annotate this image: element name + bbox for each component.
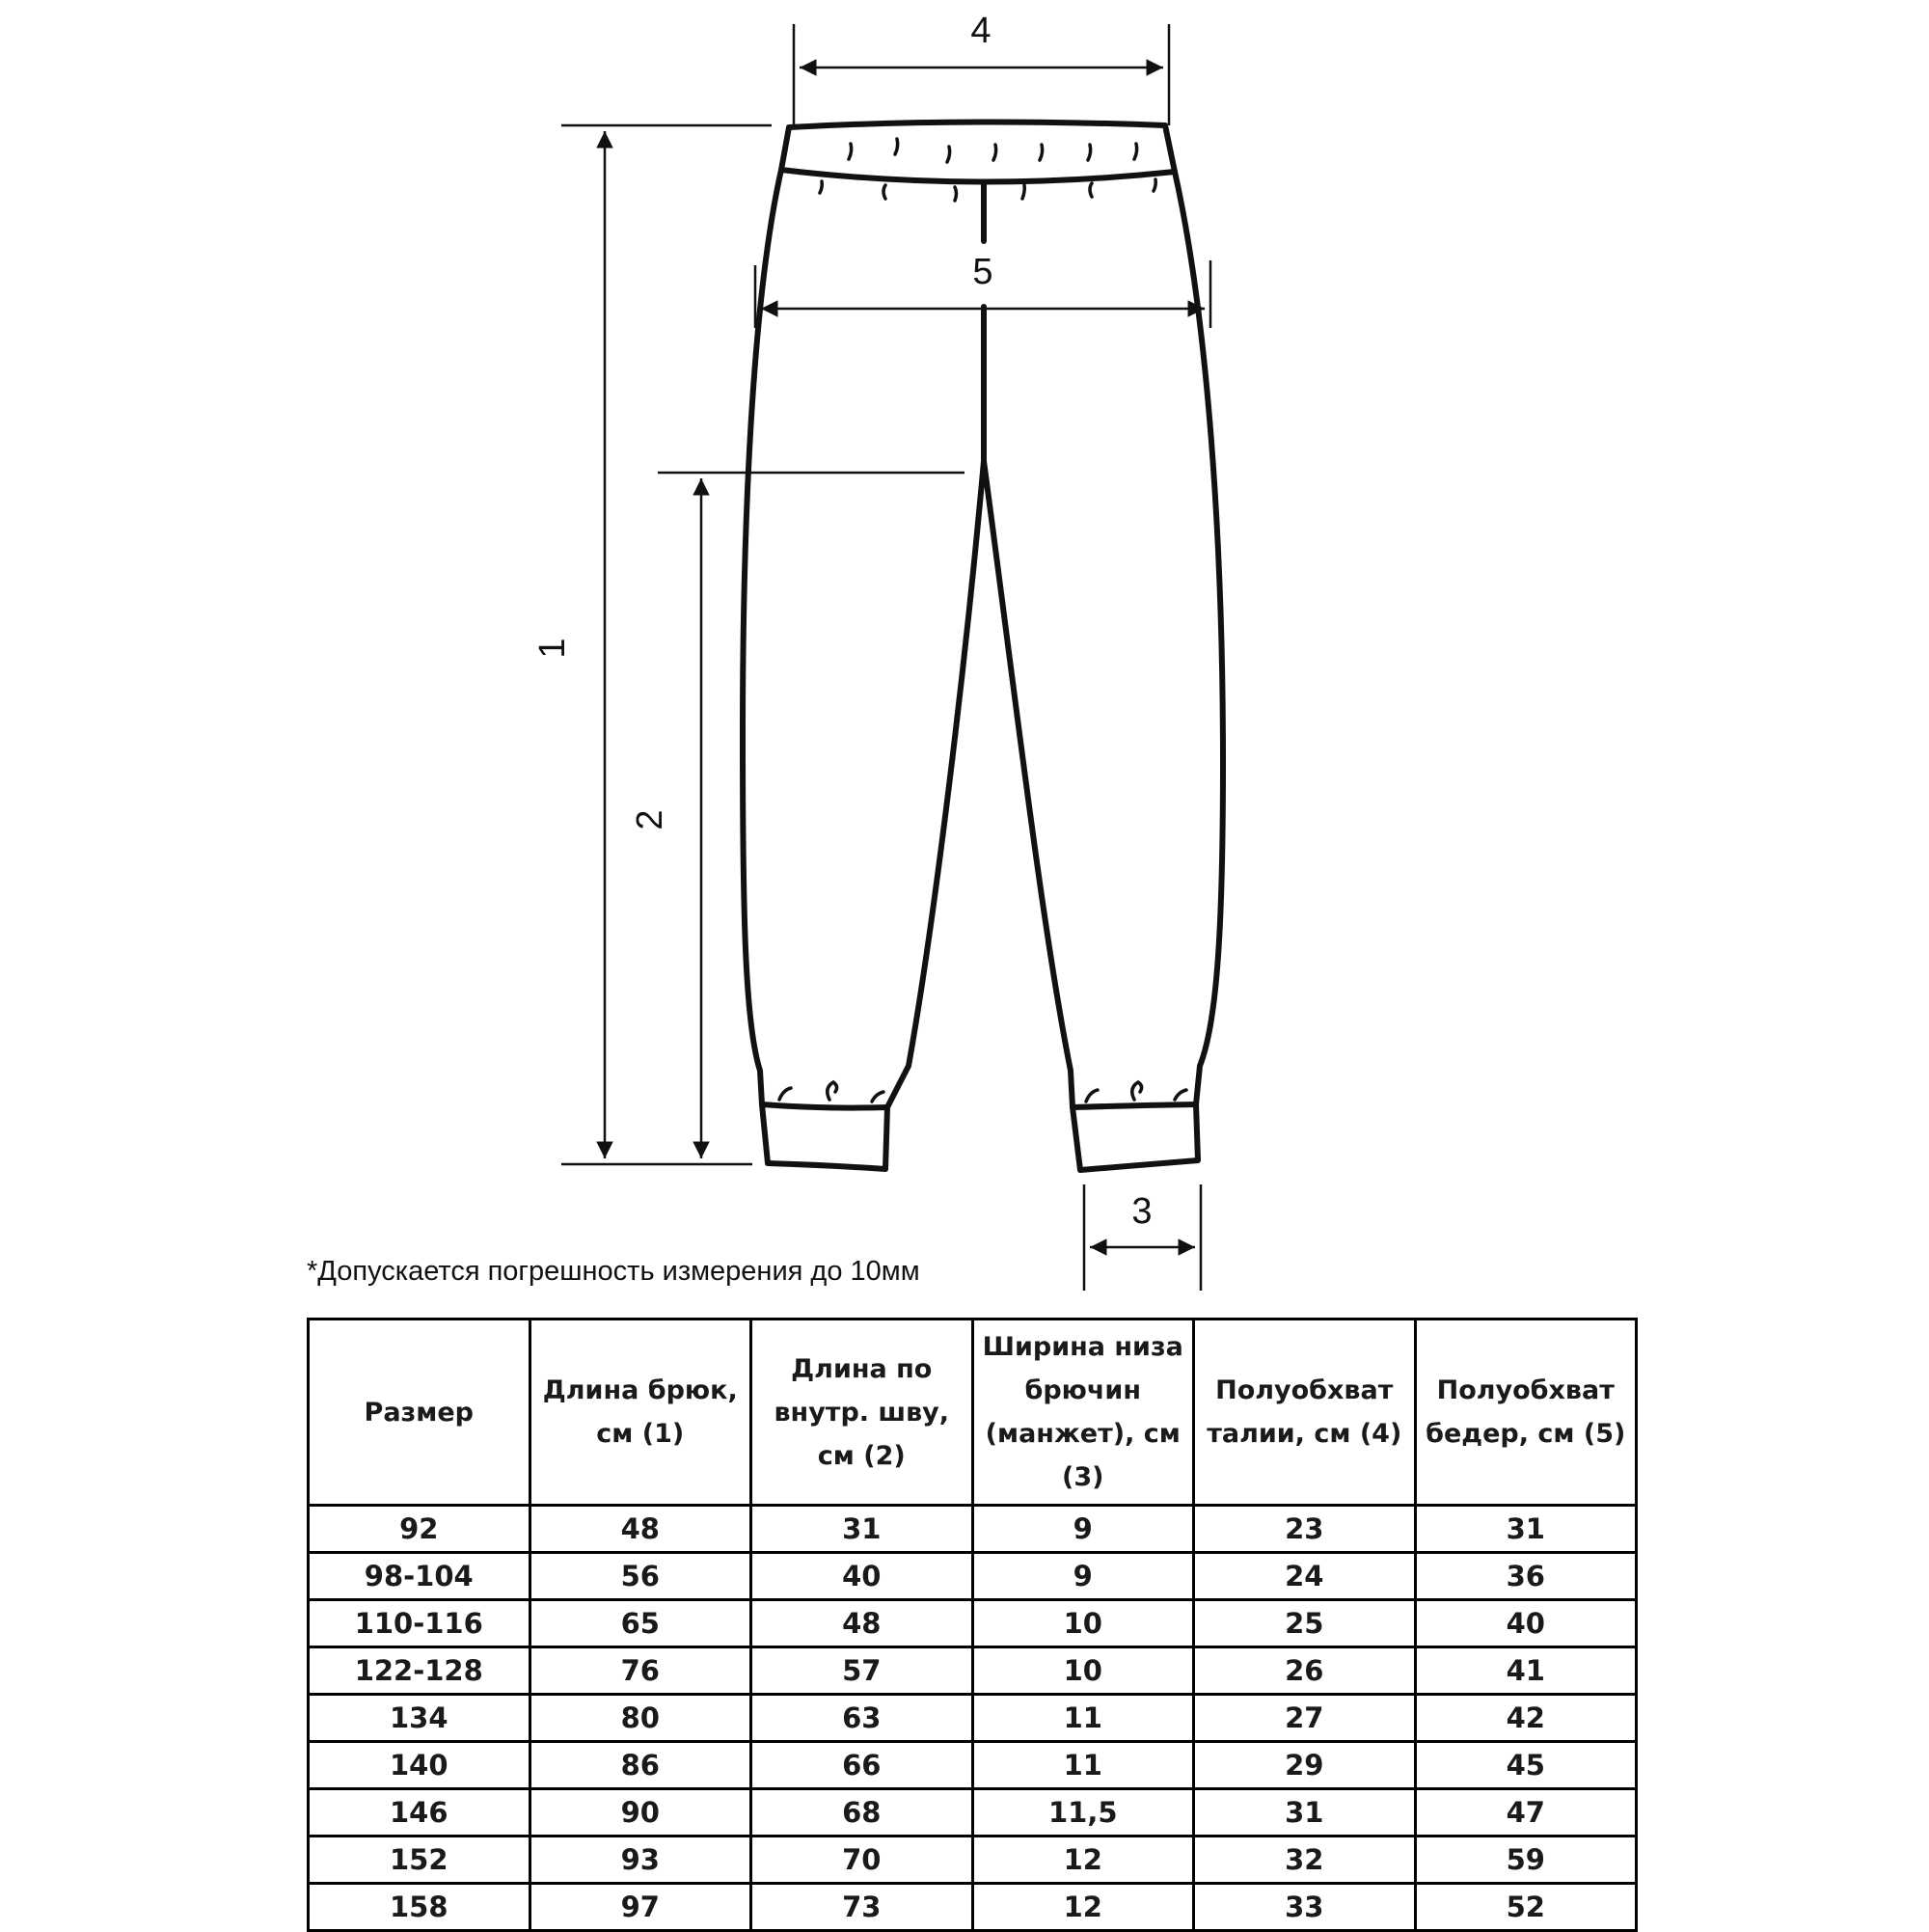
dimension-lines <box>561 24 1210 1291</box>
cell-size: 92 <box>309 1506 530 1553</box>
cell-half-hip: 40 <box>1415 1600 1637 1647</box>
cell-half-waist: 27 <box>1194 1695 1416 1742</box>
cell-pants-length: 80 <box>530 1695 751 1742</box>
size-chart-table <box>307 1318 1638 1932</box>
header-cuff-width: Ширина низа брючин (манжет), см (3) <box>972 1320 1194 1506</box>
cell-size: 110-116 <box>309 1600 530 1647</box>
label-inseam: 2 <box>630 809 670 830</box>
header-half-waist: Полуобхват талии, см (4) <box>1194 1320 1416 1506</box>
cell-inseam-length: 70 <box>751 1837 973 1884</box>
cell-half-hip: 41 <box>1415 1647 1637 1695</box>
cell-size: 134 <box>309 1695 530 1742</box>
cell-cuff-width: 12 <box>972 1884 1194 1931</box>
table-row <box>309 1884 1637 1931</box>
cell-half-hip: 31 <box>1415 1506 1637 1553</box>
cell-half-hip: 36 <box>1415 1553 1637 1600</box>
label-length: 1 <box>532 638 573 659</box>
cell-cuff-width: 12 <box>972 1837 1194 1884</box>
cell-pants-length: 48 <box>530 1506 751 1553</box>
cell-size: 140 <box>309 1742 530 1789</box>
cell-inseam-length: 31 <box>751 1506 973 1553</box>
cell-pants-length: 76 <box>530 1647 751 1695</box>
cell-half-waist: 31 <box>1194 1789 1416 1837</box>
cell-pants-length: 90 <box>530 1789 751 1837</box>
cell-half-hip: 47 <box>1415 1789 1637 1837</box>
cell-half-waist: 23 <box>1194 1506 1416 1553</box>
cell-cuff-width: 10 <box>972 1647 1194 1695</box>
cell-pants-length: 86 <box>530 1742 751 1789</box>
cell-cuff-width: 11 <box>972 1742 1194 1789</box>
cell-cuff-width: 11 <box>972 1695 1194 1742</box>
cell-size: 122-128 <box>309 1647 530 1695</box>
header-size: Размер <box>309 1320 530 1506</box>
header-half-hip: Полуобхват бедер, см (5) <box>1415 1320 1637 1506</box>
label-hip: 5 <box>972 252 993 292</box>
cell-cuff-width: 10 <box>972 1600 1194 1647</box>
cell-pants-length: 65 <box>530 1600 751 1647</box>
cell-size: 158 <box>309 1884 530 1931</box>
measurement-tolerance-note: *Допускается погрешность измерения до 10мм <box>307 1256 920 1287</box>
cell-size: 146 <box>309 1789 530 1837</box>
cell-half-waist: 29 <box>1194 1742 1416 1789</box>
cell-inseam-length: 48 <box>751 1600 973 1647</box>
table-row <box>309 1789 1637 1837</box>
cell-half-hip: 42 <box>1415 1695 1637 1742</box>
cell-inseam-length: 57 <box>751 1647 973 1695</box>
table-row <box>309 1647 1637 1695</box>
cell-half-hip: 59 <box>1415 1837 1637 1884</box>
header-inseam-length: Длина по внутр. шву, см (2) <box>751 1320 973 1506</box>
cell-inseam-length: 66 <box>751 1742 973 1789</box>
table-row <box>309 1600 1637 1647</box>
cell-cuff-width: 9 <box>972 1506 1194 1553</box>
cell-cuff-width: 9 <box>972 1553 1194 1600</box>
cell-half-waist: 32 <box>1194 1837 1416 1884</box>
cell-half-waist: 25 <box>1194 1600 1416 1647</box>
table-row <box>309 1742 1637 1789</box>
cell-pants-length: 97 <box>530 1884 751 1931</box>
cell-inseam-length: 68 <box>751 1789 973 1837</box>
cell-half-waist: 24 <box>1194 1553 1416 1600</box>
table-header-row <box>309 1320 1637 1506</box>
cell-half-waist: 26 <box>1194 1647 1416 1695</box>
table-row <box>309 1553 1637 1600</box>
cell-cuff-width: 11,5 <box>972 1789 1194 1837</box>
table-row <box>309 1506 1637 1553</box>
label-waist: 4 <box>970 11 992 51</box>
cell-half-waist: 33 <box>1194 1884 1416 1931</box>
cell-size: 152 <box>309 1837 530 1884</box>
cell-half-hip: 52 <box>1415 1884 1637 1931</box>
cell-size: 98-104 <box>309 1553 530 1600</box>
table-row <box>309 1695 1637 1742</box>
cell-half-hip: 45 <box>1415 1742 1637 1789</box>
cell-pants-length: 56 <box>530 1553 751 1600</box>
cell-inseam-length: 63 <box>751 1695 973 1742</box>
label-cuff-width: 3 <box>1131 1191 1153 1232</box>
cell-inseam-length: 73 <box>751 1884 973 1931</box>
cell-pants-length: 93 <box>530 1837 751 1884</box>
header-pants-length: Длина брюк, см (1) <box>530 1320 751 1506</box>
table-row <box>309 1837 1637 1884</box>
cell-inseam-length: 40 <box>751 1553 973 1600</box>
